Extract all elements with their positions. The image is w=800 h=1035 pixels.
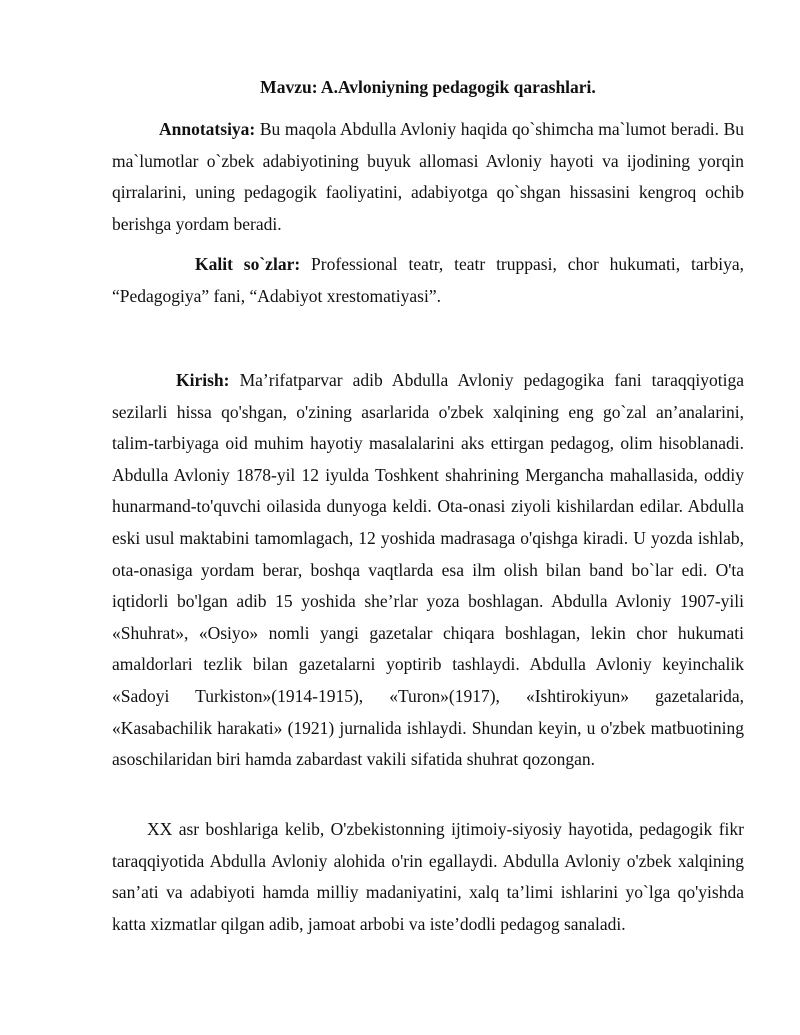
introduction-paragraph (112, 365, 744, 776)
keywords-label: Kalit so`zlar: (195, 254, 301, 274)
annotation-text: Bu maqola Abdulla Avloniy haqida qo`shimcha ma`lumot beradi. Bu ma`lumotlar o`zbek adabiyotining buyuk allomasi Avloniy hayoti va ijodining yorqin qirralarini, uning pedagogik faoliyatini, adabiyotga qo`shgan hissasini kengroq ochib berishga yordam beradi. (112, 119, 744, 234)
keywords-text: Professional teatr, teatr truppasi, chor hukumati, tarbiya, “Pedagogiya” fani, “Adabiyot xrestomatiyasi”. (112, 254, 745, 306)
introduction-label: Kirish: (176, 370, 230, 390)
introduction-text: Ma’rifatparvar adib Abdulla Avloniy pedagogika fani taraqqiyotiga sezilarli hissa qo'shgan, o'zining asarlarida o'zbek xalqining eng go`zal an’analarini, talim-tarbiyaga oid muhim hayotiy masalalarini aks ettirgan pedagog, olim hisoblanadi. Abdulla Avloniy 1878-yil 12 iyulda Toshkent shahrining Mergancha mahallasida, oddiy hunarmand-to'quvchi oilasida dunyoga keldi. Ota-onasi ziyoli kishilardan edilar. Abdulla eski usul maktabini tamomlagach, 12 yoshida madrasaga o'qishga kiradi. U yozda ishlab, ota-onasiga yordam berar, boshqa vaqtlarda esa ilm olish bilan band bo`lar edi. O'ta iqtidorli bo'lgan adib 15 yoshida she’rlar yoza boshlagan. Abdulla Avloniy 1907-yili «Shuhrat», «Osiyo» nomli yangi gazetalar chiqara boshlagan, lekin chor hukumati amaldorlari tezlik bilan gazetalarni yoptirib tashlaydi. Abdulla Avloniy keyinchalik «Sadoyi Turkiston»(1914-1915), «Turon»(1917), «Ishtirokiyun» gazetalarida, «Kasabachilik harakati» (1921) jurnalida ishlaydi. Shundan keyin, u o'zbek matbuotining asoschilaridan biri hamda zabardast vakili sifatida shuhrat qozongan. (112, 370, 744, 770)
body-paragraph-xx-century: XX asr boshlariga kelib, O'zbekistonning ijtimoiy-siyosiy hayotida, pedagogik fikr taraqqiyotida Abdulla Avloniy alohida o'rin egallaydi. Abdulla Avloniy o'zbek xalqining san’ati va adabiyoti hamda milliy madaniyatini, xalq ta’limi ishlarini yo`lga qo'yishda katta xizmatlar qilgan adib, jamoat arbobi va iste’dodli pedagog sanaladi. (112, 819, 744, 934)
keywords-paragraph (112, 249, 744, 312)
document-title: Mavzu: A.Avloniyning pedagogik qarashlari. (260, 77, 596, 97)
annotation-label: Annotatsiya: (159, 119, 256, 139)
annotation-paragraph (112, 114, 744, 240)
